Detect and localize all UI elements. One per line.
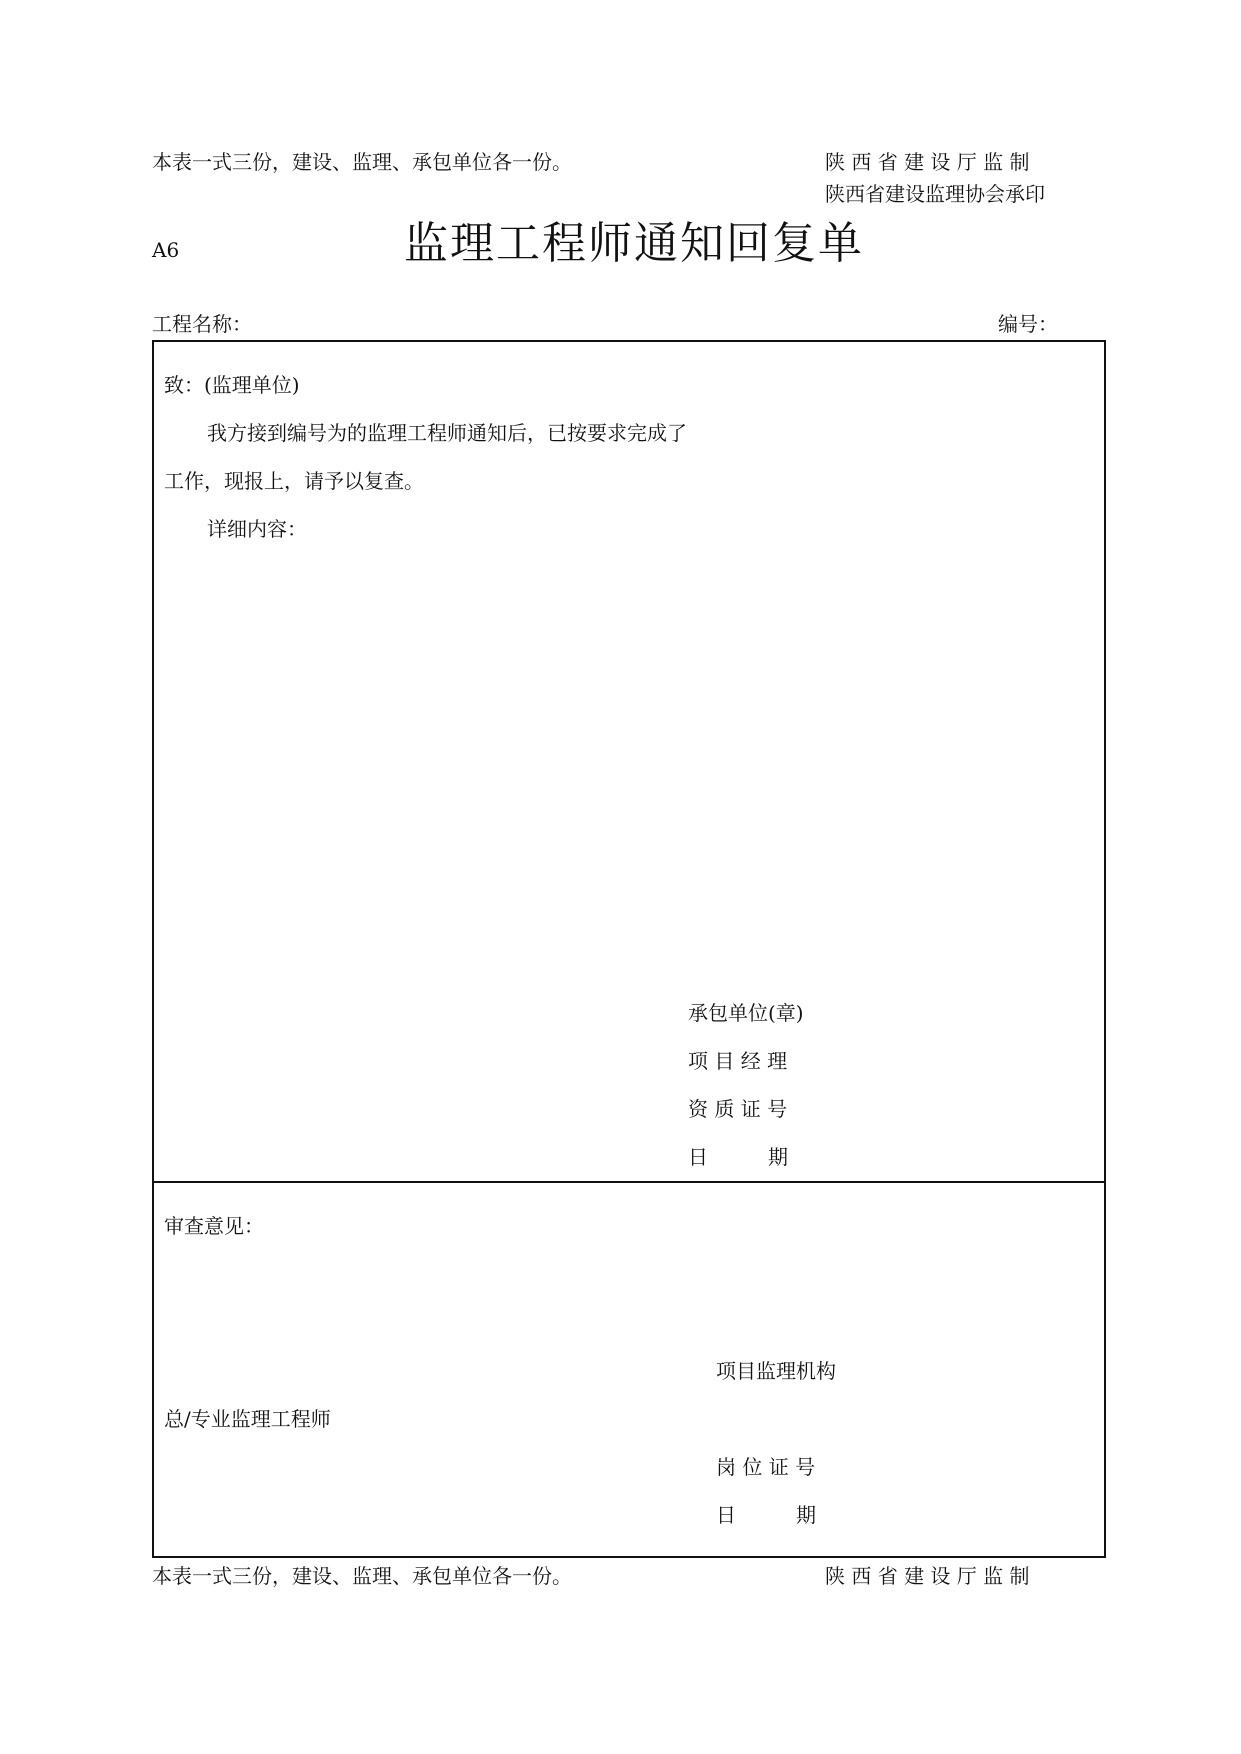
form-code: A6 <box>152 238 180 262</box>
addressee: 致：(监理单位) <box>164 373 300 397</box>
review-date-label: 日 期 <box>716 1503 816 1527</box>
post-cert-label: 岗 位 证 号 <box>716 1455 816 1479</box>
reply-line-1: 我方接到编号为的监理工程师通知后，已按要求完成了 <box>207 421 687 445</box>
page-title: 监理工程师通知回复单 <box>404 218 864 269</box>
reply-section <box>152 340 1106 1183</box>
qualification-cert-label: 资 质 证 号 <box>688 1097 788 1121</box>
footer-issuer-note: 陕 西 省 建 设 厅 监 制 <box>825 1564 1030 1588</box>
project-name-label: 工程名称： <box>152 312 252 336</box>
number-label: 编号： <box>998 312 1058 336</box>
copies-note: 本表一式三份，建设、监理、承包单位各一份。 <box>152 150 572 174</box>
supervision-org-label: 项目监理机构 <box>716 1359 836 1383</box>
supervising-engineer-label: 总/专业监理工程师 <box>164 1407 331 1431</box>
contractor-seal-label: 承包单位(章) <box>688 1001 804 1025</box>
project-manager-label: 项 目 经 理 <box>688 1049 788 1073</box>
review-opinion-label: 审查意见： <box>164 1214 264 1238</box>
reply-date-label: 日 期 <box>688 1145 788 1169</box>
issuer-note: 陕 西 省 建 设 厅 监 制 <box>825 150 1030 174</box>
details-label: 详细内容： <box>207 517 307 541</box>
review-section <box>152 1181 1106 1558</box>
reply-line-2: 工作，现报上，请予以复查。 <box>164 469 424 493</box>
footer-copies-note: 本表一式三份，建设、监理、承包单位各一份。 <box>152 1564 572 1588</box>
printer-note: 陕西省建设监理协会承印 <box>825 182 1045 206</box>
